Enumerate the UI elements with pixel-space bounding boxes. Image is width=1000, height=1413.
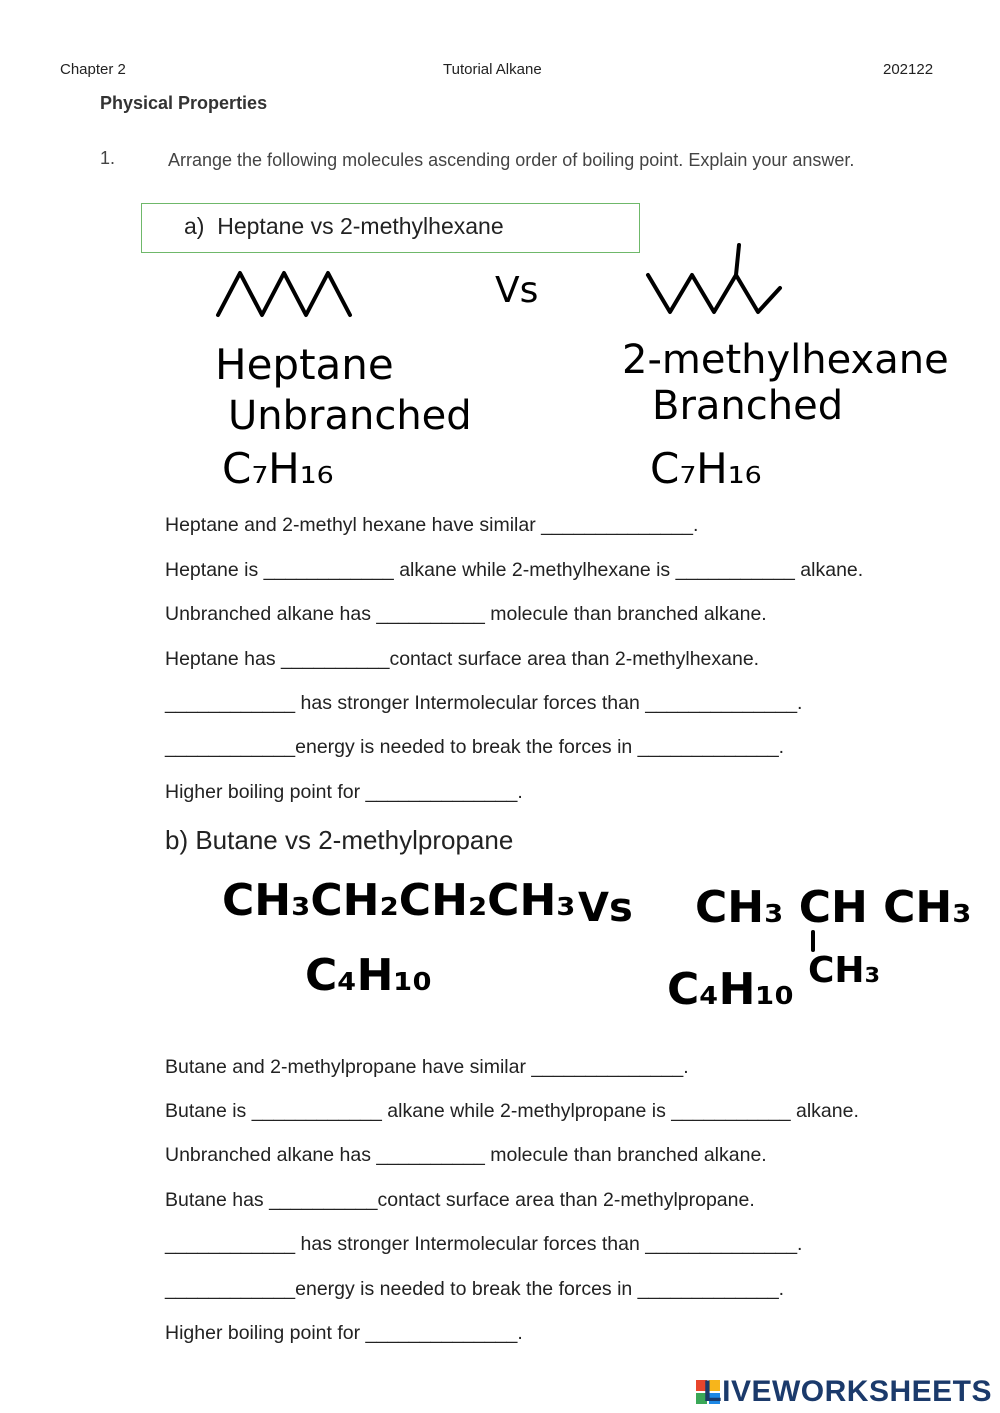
liveworksheets-brand[interactable]: LIVEWORKSHEETS [703, 1375, 992, 1408]
part-a-line-3[interactable]: Unbranched alkane has __________ molecule than branched alkane. [165, 603, 767, 625]
header-chapter: Chapter 2 [60, 61, 126, 78]
methylpropane-branch-bond [808, 930, 818, 952]
heptane-skeletal-structure [210, 265, 360, 325]
part-a-line-2[interactable]: Heptane is ____________ alkane while 2-methylhexane is ___________ alkane. [165, 559, 864, 581]
methylhexane-type-handwritten: Branched [652, 383, 844, 429]
butane-formula-handwritten: C₄H₁₀ [305, 950, 432, 1001]
part-b-line-3[interactable]: Unbranched alkane has __________ molecule than branched alkane. [165, 1144, 767, 1166]
heptane-name-handwritten: Heptane [215, 340, 394, 389]
part-b-line-1[interactable]: Butane and 2-methylpropane have similar ______________. [165, 1056, 689, 1078]
part-b-line-5[interactable]: ____________ has stronger Intermolecular forces than ______________. [165, 1233, 803, 1255]
header-title: Tutorial Alkane [443, 61, 542, 78]
part-a-title: Heptane vs 2-methylhexane [217, 213, 504, 239]
methylpropane-structure-handwritten: CH₃ CH CH₃ [695, 882, 972, 933]
methylhexane-formula-handwritten: C₇H₁₆ [650, 444, 762, 493]
part-a-vs: Vs [495, 270, 539, 311]
part-a-line-4[interactable]: Heptane has __________contact surface area than 2-methylhexane. [165, 648, 760, 670]
header-year: 202122 [883, 61, 934, 78]
methylhexane-skeletal-structure [640, 240, 785, 320]
part-b-line-7[interactable]: Higher boiling point for ______________. [165, 1322, 523, 1344]
heptane-type-handwritten: Unbranched [228, 393, 472, 439]
section-title: Physical Properties [100, 93, 268, 113]
part-b-line-4[interactable]: Butane has __________contact surface area than 2-methylpropane. [165, 1189, 755, 1211]
part-a-title-box [141, 203, 640, 253]
methylpropane-branch-handwritten: CH₃ [808, 950, 881, 991]
heptane-formula-handwritten: C₇H₁₆ [222, 444, 334, 493]
methylpropane-formula-handwritten: C₄H₁₀ [667, 964, 794, 1015]
part-a-line-7[interactable]: Higher boiling point for ______________. [165, 781, 523, 803]
part-a-line-5[interactable]: ____________ has stronger Intermolecular forces than ______________. [165, 692, 803, 714]
part-b-vs: Vs [578, 885, 633, 931]
methylhexane-name-handwritten: 2-methylhexane [622, 337, 949, 383]
part-a-line-6[interactable]: ____________energy is needed to break the forces in _____________. [165, 736, 785, 758]
part-a-label: a) Heptane vs 2-methylhexane [184, 213, 504, 239]
part-b-line-6[interactable]: ____________energy is needed to break the forces in _____________. [165, 1278, 785, 1300]
question-number: 1. [100, 148, 116, 168]
butane-structure-handwritten: CH₃CH₂CH₂CH₃ [222, 875, 576, 926]
question-text: Arrange the following molecules ascending order of boiling point. Explain your answer. [168, 150, 855, 170]
part-b-line-2[interactable]: Butane is ____________ alkane while 2-methylpropane is ___________ alkane. [165, 1100, 859, 1122]
part-b-title: b) Butane vs 2-methylpropane [165, 825, 514, 855]
part-a-line-1[interactable]: Heptane and 2-methyl hexane have similar ______________. [165, 514, 699, 536]
